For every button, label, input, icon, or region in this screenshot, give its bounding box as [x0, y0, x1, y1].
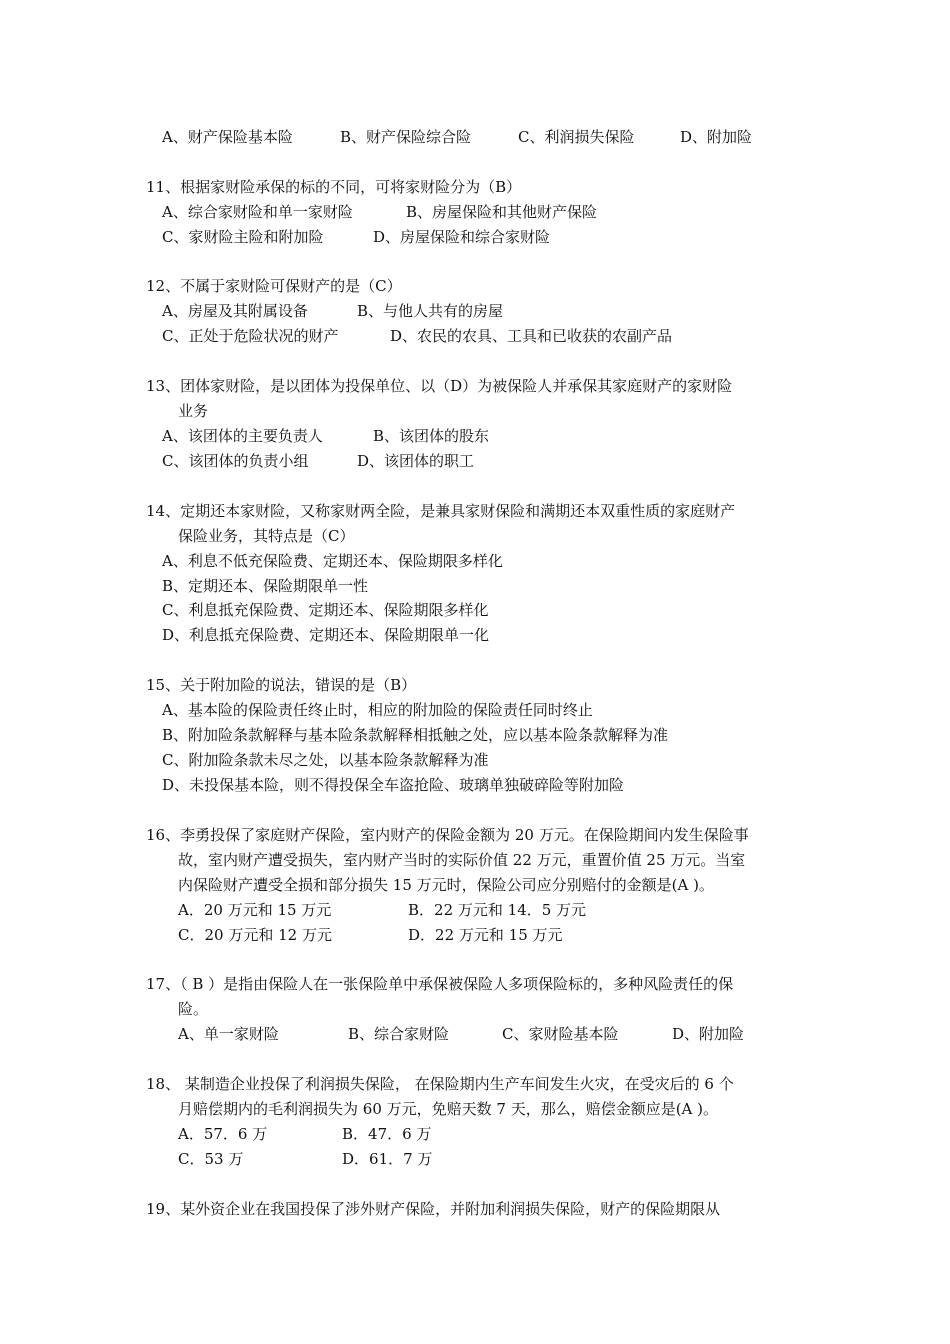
q16-stem-line-2: 故，室内财产遭受损失，室内财产当时的实际价值 22 万元，重置价值 25 万元。当室	[178, 851, 746, 869]
q12-option-d: D、农民的农具、工具和已收获的农副产品	[390, 327, 673, 345]
q13-option-a: A、该团体的主要负责人	[162, 427, 323, 445]
q15-option-a: A、基本险的保险责任终止时，相应的附加险的保险责任同时终止	[162, 701, 593, 719]
q11-option-d: D、房屋保险和综合家财险	[373, 228, 551, 246]
q11-option-b: B、房屋保险和其他财产保险	[406, 203, 598, 221]
q18-option-a: A．57．6 万	[178, 1125, 268, 1143]
q14-stem-line-1: 14、定期还本家财险，又称家财两全险，是兼具家财保险和满期还本双重性质的家庭财产	[146, 502, 736, 520]
q18-stem-line-1: 18、 某制造企业投保了利润损失保险， 在保险期内生产车间发生火灾，在受灾后的 6 个	[146, 1075, 734, 1093]
q11-option-a: A、综合家财险和单一家财险	[162, 203, 353, 221]
q13-stem-line-1: 13、团体家财险，是以团体为投保单位、以（D）为被保险人并承保其家庭财产的家财险	[146, 377, 733, 395]
q17-option-d: D、附加险	[672, 1025, 745, 1043]
q17-option-a: A、单一家财险	[178, 1025, 279, 1043]
q10-option-a: A、财产保险基本险	[162, 128, 293, 146]
q14-option-a: A、利息不低充保险费、定期还本、保险期限多样化	[162, 552, 503, 570]
q17-option-c: C、家财险基本险	[502, 1025, 619, 1043]
q10-option-d: D、附加险	[680, 128, 753, 146]
q16-option-c: C．20 万元和 12 万元	[178, 926, 332, 944]
q16-stem-line-1: 16、李勇投保了家庭财产保险，室内财产的保险金额为 20 万元。在保险期间内发生保险事	[146, 826, 749, 844]
q11-stem: 11、根据家财险承保的标的不同，可将家财险分为（B）	[146, 178, 522, 196]
q18-option-d: D．61．7 万	[342, 1150, 433, 1168]
q14-option-d: D、利息抵充保险费、定期还本、保险期限单一化	[162, 626, 490, 644]
q13-option-c: C、该团体的负责小组	[162, 452, 309, 470]
q17-option-b: B、综合家财险	[348, 1025, 450, 1043]
q13-stem-line-2: 业务	[178, 402, 209, 420]
q12-option-c: C、正处于危险状况的财产	[162, 327, 339, 345]
q13-option-b: B、该团体的股东	[373, 427, 490, 445]
q12-option-a: A、房屋及其附属设备	[162, 302, 308, 320]
q17-stem-line-1: 17、（ B ）是指由保险人在一张保险单中承保被保险人多项保险标的，多种风险责任的保	[146, 975, 734, 993]
q15-stem: 15、关于附加险的说法，错误的是（B）	[146, 676, 417, 694]
q12-option-b: B、与他人共有的房屋	[357, 302, 504, 320]
q15-option-b: B、附加险条款解释与基本险条款解释相抵触之处，应以基本险条款解释为准	[162, 726, 669, 744]
q12-stem: 12、不属于家财险可保财产的是（C）	[146, 277, 402, 295]
q16-option-b: B．22 万元和 14．5 万元	[408, 901, 587, 919]
q14-stem-line-2: 保险业务，其特点是（C）	[178, 527, 355, 545]
q13-option-d: D、该团体的职工	[357, 452, 475, 470]
q10-option-b: B、财产保险综合险	[340, 128, 472, 146]
q17-stem-line-2: 险。	[178, 1000, 209, 1018]
q16-option-a: A．20 万元和 15 万元	[178, 901, 332, 919]
q19-stem: 19、某外资企业在我国投保了涉外财产保险，并附加利润损失保险，财产的保险期限从	[146, 1200, 721, 1218]
q18-stem-line-2: 月赔偿期内的毛利润损失为 60 万元，免赔天数 7 天，那么，赔偿金额应是(A )。	[178, 1100, 719, 1118]
q18-option-c: C．53 万	[178, 1150, 244, 1168]
q16-stem-line-3: 内保险财产遭受全损和部分损失 15 万元时，保险公司应分别赔付的金额是(A )。	[178, 876, 714, 894]
q15-option-d: D、未投保基本险，则不得投保全车盗抢险、玻璃单独破碎险等附加险	[162, 776, 625, 794]
q14-option-c: C、利息抵充保险费、定期还本、保险期限多样化	[162, 601, 489, 619]
q10-option-c: C、利润损失保险	[518, 128, 635, 146]
q18-option-b: B．47．6 万	[342, 1125, 432, 1143]
q15-option-c: C、附加险条款未尽之处，以基本险条款解释为准	[162, 751, 489, 769]
q11-option-c: C、家财险主险和附加险	[162, 228, 324, 246]
q16-option-d: D．22 万元和 15 万元	[408, 926, 563, 944]
q14-option-b: B、定期还本、保险期限单一性	[162, 577, 369, 595]
